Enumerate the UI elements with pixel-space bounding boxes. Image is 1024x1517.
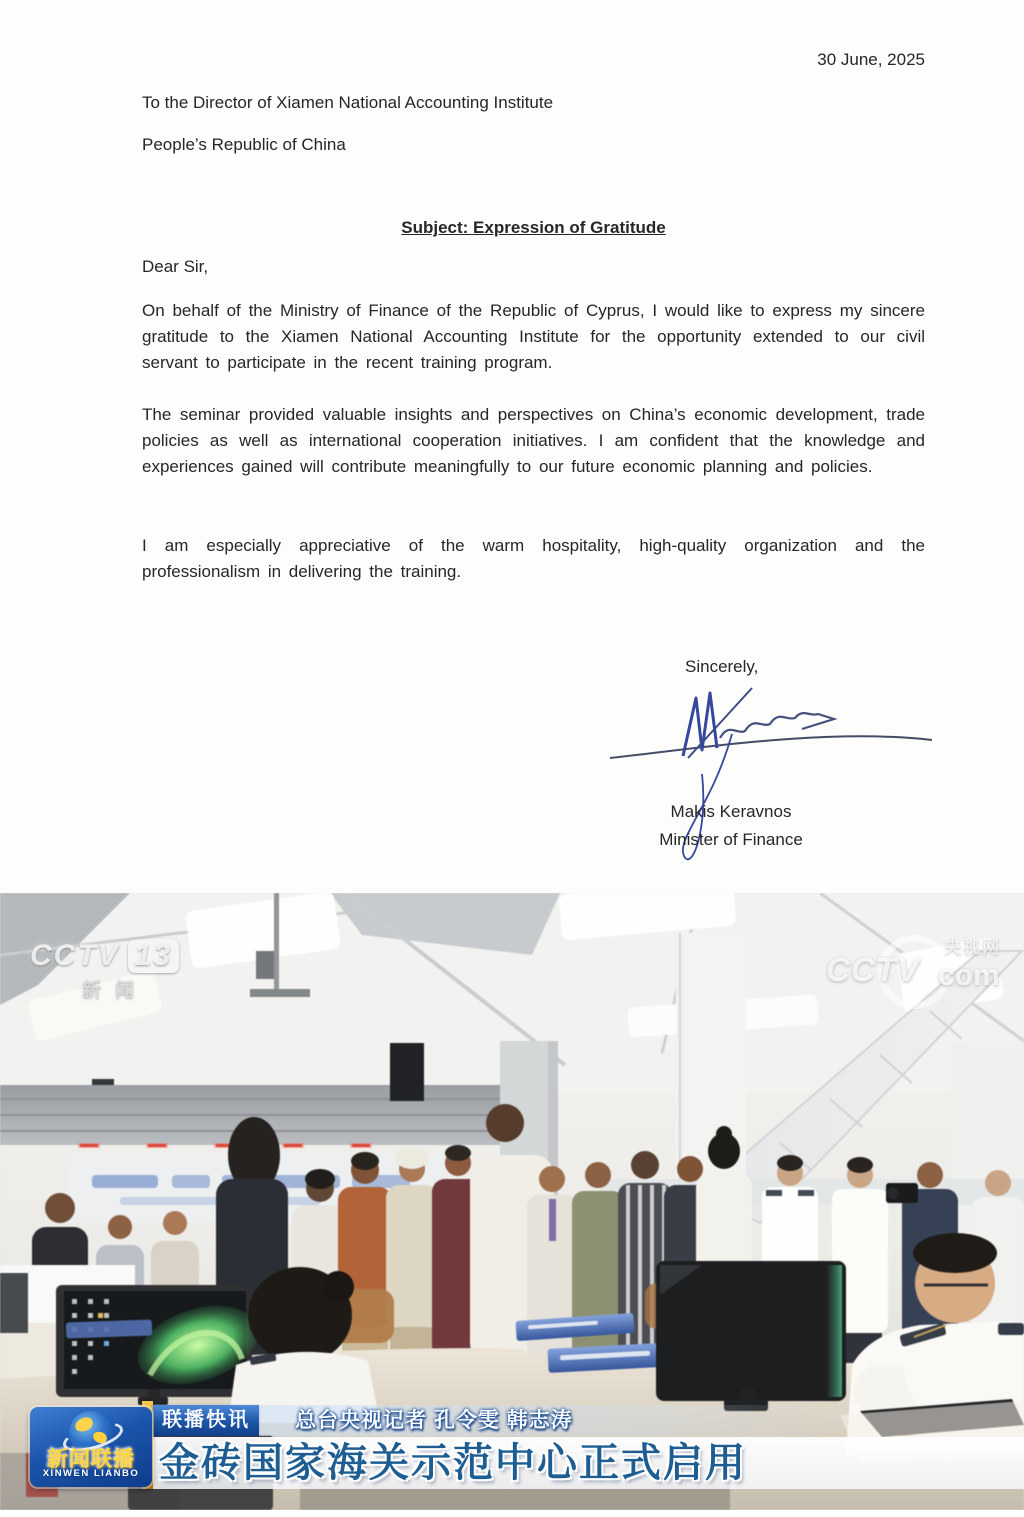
letter-recipient-line2: People’s Republic of China [142, 135, 346, 154]
news-video-frame [0, 893, 1024, 1510]
logo-en-text: XINWEN LIANBO [42, 1468, 140, 1479]
xinwen-lianbo-logo [30, 1407, 152, 1487]
letter-paragraph-3: I am especially appreciative of the warm hospitality, high-quality organization and the professionalism in delivering the training. [142, 536, 925, 581]
signer-title: Minister of Finance [659, 830, 803, 849]
news-headline: 金砖国家海关示范中心正式启用 [159, 1441, 747, 1485]
letter-recipient-line1: To the Director of Xiamen National Accounting Institute [142, 93, 554, 112]
cctv-com-cn: 央视网 [944, 938, 1001, 957]
signer-name: Makis Keravnos [670, 802, 792, 821]
cctv-com-watermark [826, 933, 1022, 1005]
headline-band [153, 1437, 1024, 1489]
strap-tag: 联播快讯 [153, 1405, 259, 1436]
logo-cn-text: 新闻联播 [47, 1448, 135, 1471]
letter-paragraph-2: The seminar provided valuable insights and perspectives on China’s economic development, trade policies as well as international cooperation initiatives. I am confident that the knowledge and experiences gained will contribute meaningfully to our future economic planning and policies. [142, 405, 925, 476]
cctv13-text: CCTV [30, 939, 120, 972]
letter-salutation: Dear Sir, [142, 257, 209, 276]
cctv-com-com: com [938, 959, 1000, 992]
cctv13-watermark [30, 939, 179, 1002]
letter-paragraph-1: On behalf of the Ministry of Finance of the Republic of Cyprus, I would like to express my sincere gratitude to the Xiamen National Accounting Institute for the opportunity extended to our civil servant to participate in the recent training program. [142, 301, 925, 372]
cctv13-sub-label: 新闻 [82, 980, 149, 1001]
strap-credit: 总台央视记者 孔令雯 韩志涛 [259, 1405, 843, 1436]
cctv-com-cctv: CCTV [826, 951, 920, 988]
letter-date: 30 June, 2025 [817, 50, 925, 69]
news-strap [153, 1405, 843, 1436]
letter-subject: Subject: Expression of Gratitude [401, 218, 666, 237]
letter-closing: Sincerely, [685, 657, 759, 676]
cctv13-number: 13 [128, 939, 179, 973]
